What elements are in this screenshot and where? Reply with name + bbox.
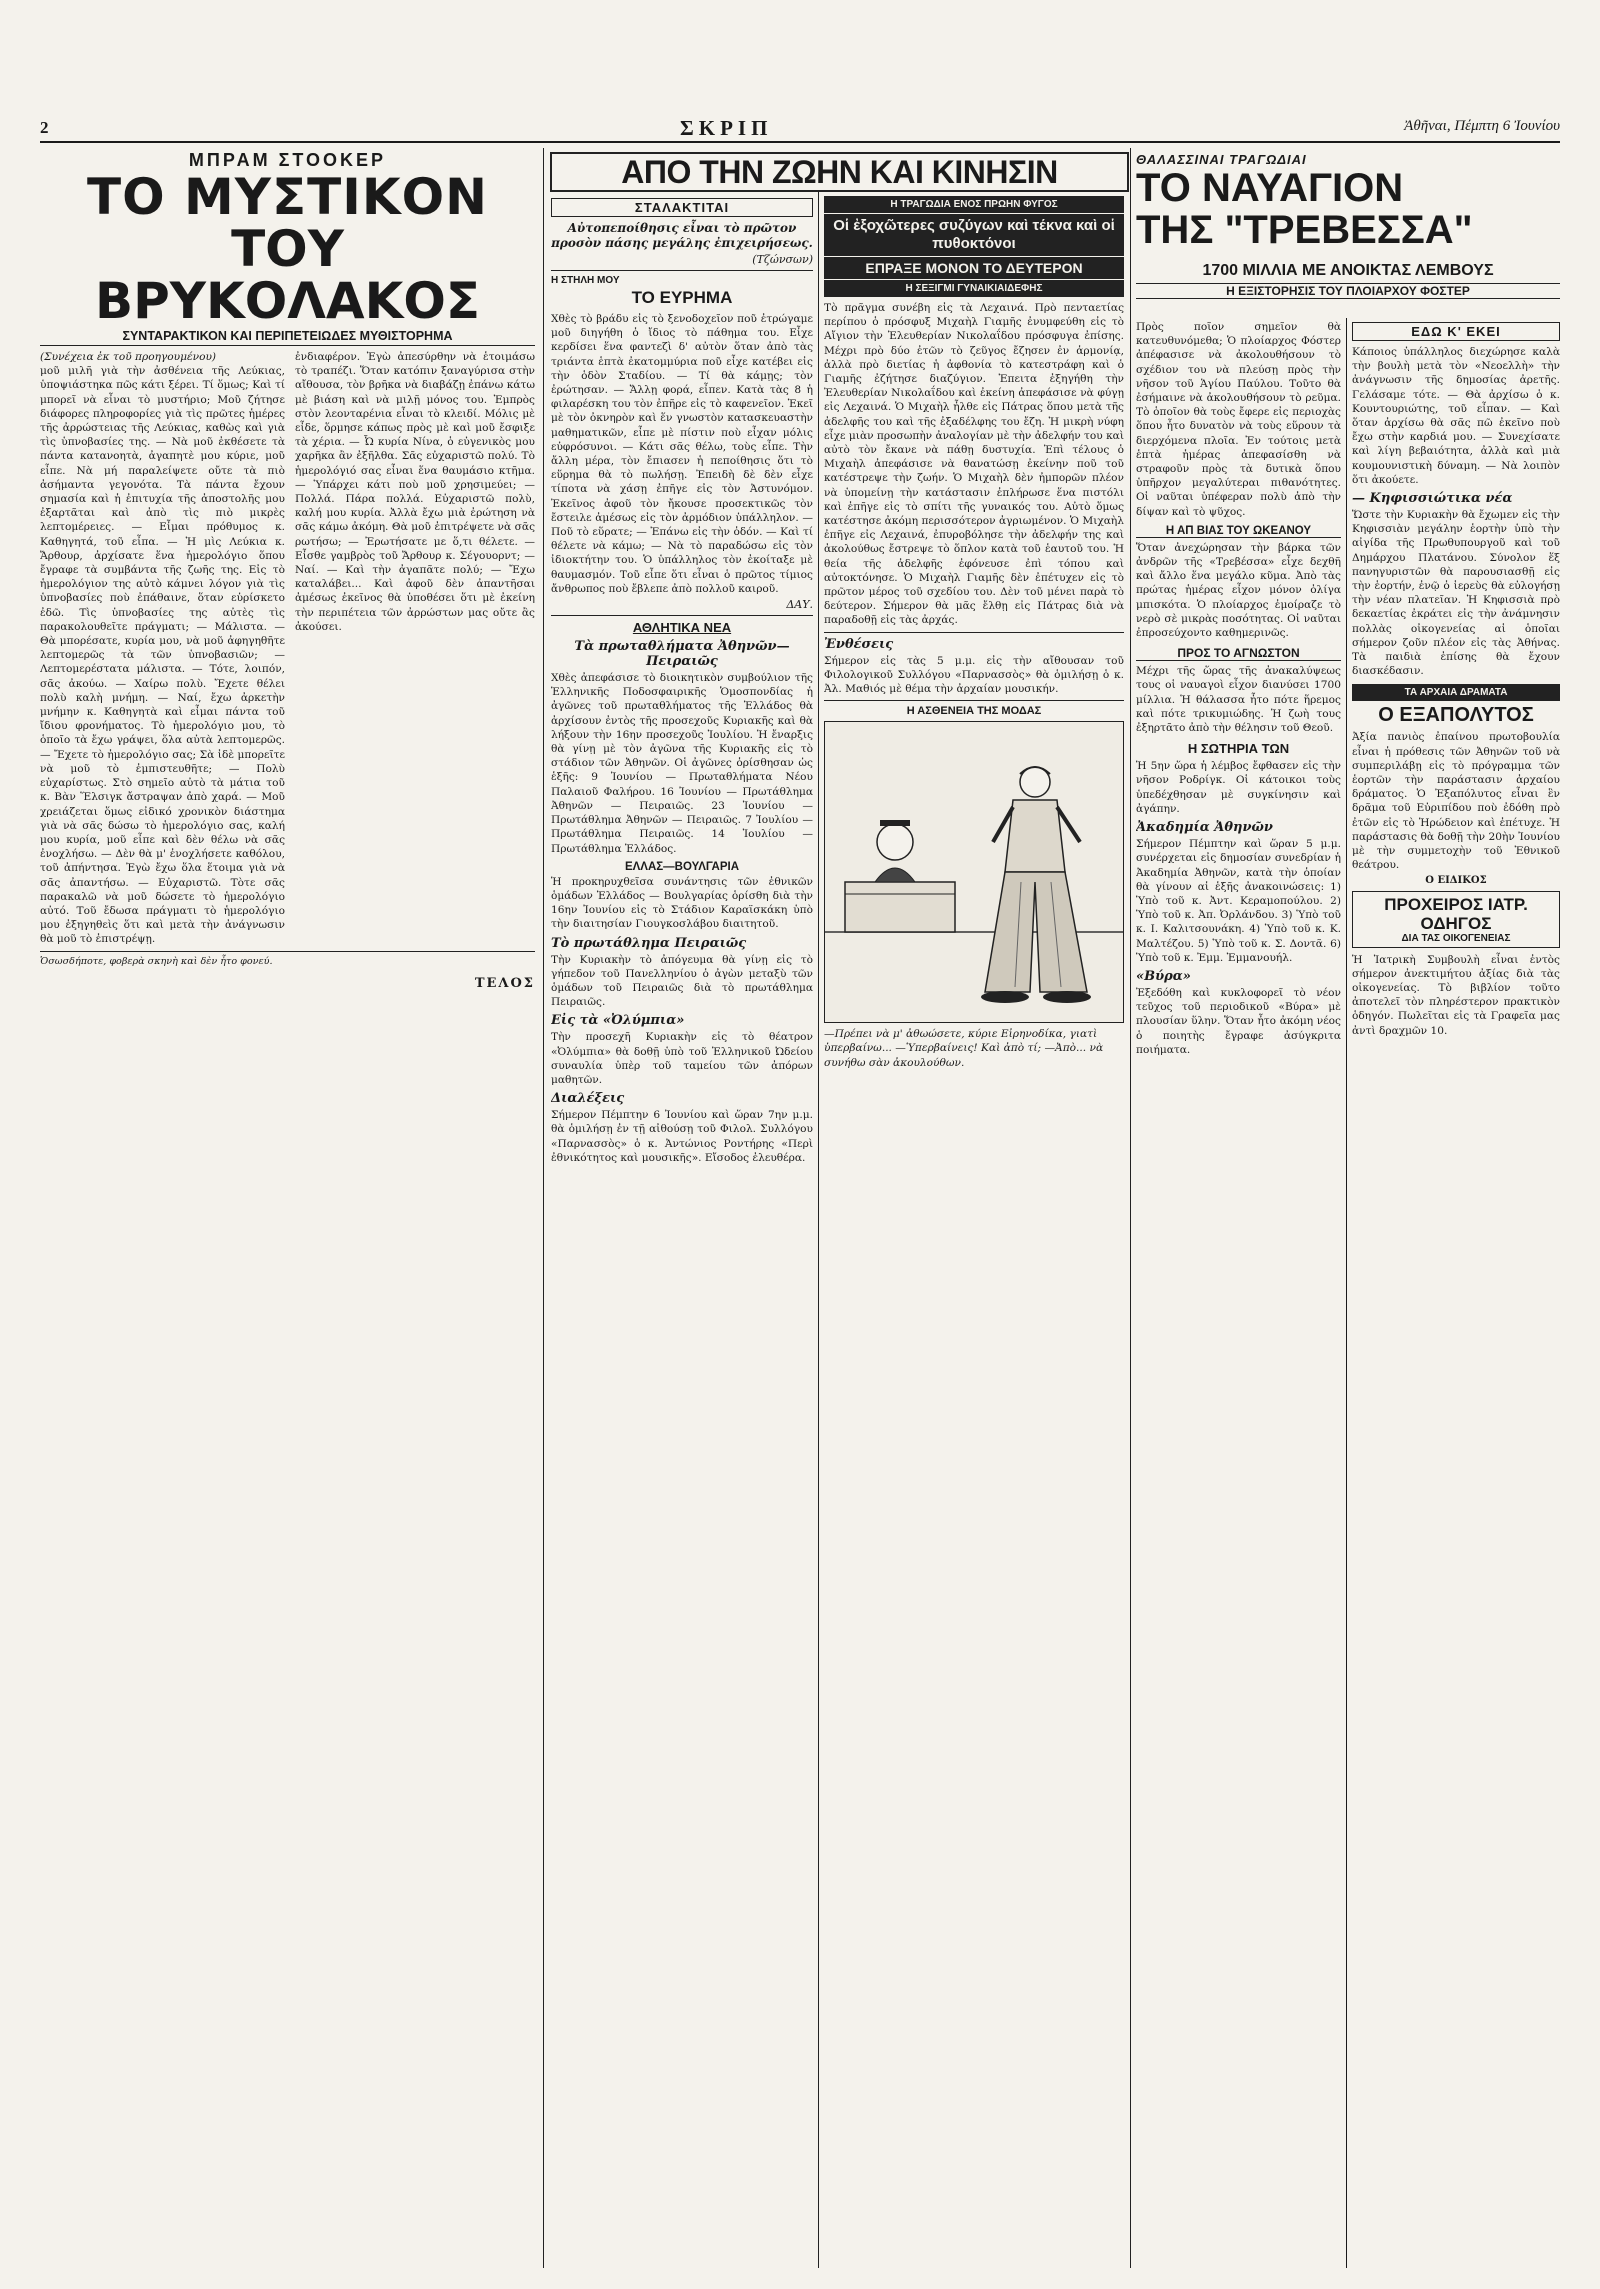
serial-title-line1: ΤΟ ΜΥΣΤΙΚΟΝ (87, 168, 488, 226)
section-stalaktitai: ΣΤΑΛΑΚΤΙΤΑΙ (551, 198, 813, 217)
sports-heading: ΑΘΛΗΤΙΚΑ ΝΕΑ (632, 620, 732, 636)
column-divider (1346, 318, 1347, 2268)
serial-end: ΤΕΛΟΣ (474, 976, 535, 992)
drama-signature: Ο ΕΙΔΙΚΟΣ (1425, 874, 1487, 886)
rescue-heading: Η ΣΩΤΗΡΙΑ ΤΩΝ (1187, 741, 1290, 757)
column-tragedy (824, 196, 1124, 2261)
column-divider (818, 190, 819, 2268)
sports-text: Χθὲς ἀπεφάσισε τὸ διοικητικὸν συμβούλιον τῆς Ἑλληνικῆς Ποδοσφαιρικῆς Ὁμοσπονδίας ἡ ἀγῶνες τοῦ πρωταθλήματος τῆς Ἑλλάδος θὰ ἀρχίσουν ἐντὸς τῆς προσεχοῦς Κυριακῆς καὶ θὰ λήξουν τὴν 16ην προσεχοῦς Ἰουλίου. Ἡ ἔναρξις θὰ γίνῃ μὲ τὸν ἀγῶνα τῆς Κυριακῆς εἰς τὸ στάδιον τῶν Ἀθηνῶν. Οἱ ἀγῶνες ὁρίσθησαν ὡς ἑξῆς: 9 Ἰουνίου — Πρωταθλήματα Νέου Παλαιοῦ Φαλήρου. 16 Ἰουνίου — Πρωτάθλημα Ἀθηνῶν — Πειραιῶς. 23 Ἰουνίου — Πρωτάθλημα Ἀθηνῶν — Πειραιῶς. 7 Ἰουλίου — Πρωτάθλημα Πειραιῶς. 14 Ἰουλίου — Πρωτάθλημα Ἑλλάδος. (551, 672, 813, 855)
cartoon-caption: —Πρέπει νὰ μ' ἀθωώσετε, κύριε Εἰρηνοδίκα, γιατὶ ὑπερβαίνω... —Ὑπερβαίνεις! Καὶ ἀπὸ τί; —Ἀπὸ... νὰ συνήθω σὰν ἀκουλούθων. (824, 1028, 1104, 1069)
edo-kekei-text: Κάποιος ὑπάλληλος διεχώρησε καλὰ τὴν βουλὴ μετὰ τὸν «Νεοελλὴ» τὴν ἀνάγνωσιν τῆς δημοσίας ἀρετῆς. Γελάσαμε τότε. — Θὰ ἀρχίσω ὁ κ. Κουντουριώτης, τοῦ εἶπαν. — Καὶ ὅταν ἀρχίσω θὰ σᾶς πῶ ἐκεῖνο ποὺ ἔχω στὴν καρδιά μου. — Συνεχίσατε καὶ λίγη βεβαιότητα, ἀλλὰ καὶ μιὰ κουμουνιστικὴ δύναμη. — Νὰ λοιπὸν ὅτι ἀκούετε. (1352, 346, 1560, 486)
serial-kicker: ΜΠΡΑΜ ΣΤΟΟΚΕΡ (188, 150, 387, 170)
shipwreck-title-line1: ΤΟ ΝΑΥΑΓΙΟΝ (1136, 166, 1404, 210)
quote: Αὐτοπεποίθησις εἶναι τὸ πρῶτον προσὸν πάσης μεγάλης ἐπιχειρήσεως. (551, 221, 813, 250)
shipwreck-text: Πρὸς ποῖον σημεῖον θὰ κατευθυνόμεθα; Ὁ πλοίαρχος Φόστερ ἀπέφασισε νὰ ἀκολουθήσουν τὸ σχέδιον του νὰ πλεύσῃ πρὸς τὴν νῆσον τοῦ Ἁγίου Παύλου. Τοῦτο θὰ ἐσήμαινε νὰ ἀκολουθήσουν τὸ ρεῦμα. Τὸ ὁποῖον θὰ τοὺς ἔφερε εἰς περιοχὰς ὅπου ἦτο δυνατὸν νὰ τοὺς εὕρουν τὰ διερχόμενα πλοῖα. Ἐν τούτοις μετὰ ἑπτὰ ἡμέρας ἀπεφασίσθη νὰ στραφοῦν πρὸς τὰ δυτικὰ ὅπου ὑπῆρχον μεγαλύτεραι πιθανότητες. Οἱ ναῦται ὑπέφεραν πολὺ ἀπὸ τὴν δίψαν καὶ τὸ ψῦχος. (1136, 321, 1341, 518)
divider (551, 615, 813, 616)
lectures2-heading: Ἐνθέσεις (824, 636, 894, 652)
article-signature: ΔΑΥ. (786, 598, 813, 612)
shipwreck-subtitle-2: Η ΕΞΙΣΤΟΡΗΣΙΣ ΤΟΥ ΠΛΟΙΑΡΧΟΥ ΦΟΣΤΕΡ (1136, 283, 1560, 299)
lectures-text: Σήμερον Πέμπτην 6 Ἰουνίου καὶ ὥραν 7ην μ.μ. θὰ ὁμιλήσῃ ἐν τῇ αἰθούσῃ τοῦ Φιλολ. Συλλόγου «Παρνασσὸς» ὁ κ. Ἀντώνιος Ροντήρης «Περὶ ἐθνικότητος καὶ μουσικῆς». Εἴσοδος ἐλευθέρα. (551, 1109, 813, 1164)
match-text: Ἡ προκηρυχθεῖσα συνάντησις τῶν ἐθνικῶν ὁμάδων Ἑλλάδος — Βουλγαρίας ὁρίσθη διὰ τὴν 16ην Ἰουνίου εἰς τὸ Στάδιον Καραϊσκάκη ὑπὸ τὴν διαιτησίαν Γιουγκοσλάβου διαιτητοῦ. (551, 875, 813, 931)
tragedy-subtitle: ΕΠΡΑΞΕ ΜΟΝΟΝ ΤΟ ΔΕΥΤΕΡΟΝ (824, 256, 1124, 279)
medical-guide-subtitle: ΔΙΑ ΤΑΣ ΟΙΚΟΓΕΝΕΙΑΣ (1401, 932, 1511, 944)
shipwreck-subheader (1136, 262, 1560, 312)
column-edo-kekei (1352, 320, 1560, 2260)
match-heading: ΕΛΛΑΣ—ΒΟΥΛΓΑΡΙΑ (624, 860, 740, 873)
column-shipwreck-a (1136, 320, 1341, 2260)
drama-kicker: ΤΑ ΑΡΧΑΙΑ ΔΡΑΜΑΤΑ (1352, 684, 1560, 701)
banner-title: ΑΠΟ ΤΗΝ ΖΩΗΝ ΚΑΙ ΚΙΝΗΣΙΝ (621, 153, 1058, 190)
kifisia-heading: — Κηφισσιώτικα νέα (1352, 491, 1513, 507)
tragedy-subtitle-2: Η ΣΕΞΙΓΜΙ ΓΥΝΑΙΚΙΑΙΔΕΦΗΣ (824, 279, 1124, 297)
divider (40, 951, 535, 952)
column-serial (40, 150, 535, 2260)
cartoon-illustration (824, 721, 1124, 1023)
olympia-heading: Εἰς τὰ «Ὀλύμπια» (551, 1013, 685, 1029)
medical-guide-title: ΠΡΟΧΕΙΡΟΣ ΙΑΤΡ. ΟΔΗΓΟΣ (1384, 894, 1528, 933)
cartoon-title: Η ΑΣΘΕΝΕΙΑ ΤΗΣ ΜΟΔΑΣ (906, 705, 1042, 718)
rescue-text: Ἡ 5ην ὥρα ἡ λέμβος ἔφθασεν εἰς τὴν νῆσον Ροδρίγκ. Οἱ κάτοικοι τοὺς ὑπεδέχθησαν μὲ συγκίνησιν καὶ ἀγάπην. (1136, 760, 1341, 815)
serial-text: μοῦ μιλῆ γιὰ τὴν ἀσθένεια τῆς Λεύκιας, ὑποψιάστηκα πῶς κάτι ξέρει. Τί ὅμως; Καὶ τί μπορεῖ νὰ εἶναι τὸ μυστήριο; Μοῦ ζήτησε διάφορες πληροφορίες γιὰ τὶς πρῶτες ἡμέρες τῆς ἀρρώστειας τῆς Λεύκιας, καθὼς καὶ γιὰ τὶς ὑπνοβασίες της. — Νὰ μοῦ ἐκθέσετε τὰ πάντα κατανοητὰ, ἀγαπητὲ μου κύριε, μοῦ εἶπε. Νὰ μή παραλείψετε οὔτε τὰ πιὸ ἀσήμαντα γεγονότα. Τὰ πάντα ἔχουν σημασία καὶ ἡ ἐπιτυχία τῆς ἀποστολῆς μου ἐξαρτᾶται καὶ ἀπὸ τὶς πιὸ μικρὲς λεπτομέρειες. — Εἶμαι πρόθυμος κ. Καθηγητά, τοῦ εἶπα. — Ἡ μὶς Λεύκια κ. Ἄρθουρ, ἀρχίσατε ἕνα ἡμερολόγιο ὅπου ἔγραφε τὰ συμβάντα τῆς ζωῆς της. Εἰς τὸ ἡμερολόγιον της αὐτὸ κάμνει λόγον γιὰ τὶς ὑπνοβασίες ποὺ ἐπάθαινε, ὅταν εὑρίσκετο ἐδῶ. Τὶς ὑπνοβασίες της αὐτὲς τὶς παρακολουθεῖτε πράγματι; — Μάλιστα. — Θὰ μπορέσατε, κυρία μου, νὰ μοῦ ἀφηγηθῆτε λεπτομερῶς τὰ τῶν ὑπνοβασιῶν; — Λεπτομερέστατα μάλιστα. — Τότε, λοιπόν, σᾶς ἀκούω. — Χαίρω πολὺ. Ἔχετε θέλει πολὺ καλὴ μνήμη. — Ναί, ἔχω ἀρκετὴν μνήμην κ. Καθηγητὰ καὶ εἶμαι πάντα τοῦ ἴδιου φρονήματος. Τὸ ἡμερολόγιο μου, τὸ ὁποῖο τὰ ἔχω γράψει, ὅλα αὐτὰ λεπτομερῶς. — Ἔχετε τὸ ἡμερολόγιο σας; Σὰ ἰδὲ μπορεῖτε νὰ μοῦ τὸ ἐμπιστευθῆτε; — Πολὺ εὐχαρίστως. Στὸ σημεῖο αὐτὸ τὰ μάτια τοῦ κ. Βὰν Ἕλσιγκ ἄστραψαν ἀπὸ χαρά. — Μοῦ χρειάζεται ὅμως εἰδικό χρονικὸν διάστημα γιὰ νὰ σᾶς δώσω τὸ ἡμερολόγιο σας, καλή μου κυρία, μοῦ εἶπε καὶ δὲν θέλω νὰ σᾶς ἐνοχλήσω. — Δὲν θὰ μ' ἐνοχλήσετε καθόλου, τοῦ ἀπήντησα. Ἐγὼ ἔχω ὅλα ἕτοιμα γιὰ νὰ σᾶς ἀπαντήσω. — Εὐχαριστῶ. Τὸτε σᾶς παρακαλῶ νὰ μοῦ δώσετε τὸ ἡμερολόγιο αὐτό. Τοῦ ἔδωσα πράγματι τὸ ἡμερολόγιο μου ἐξηγηθεὶς ὅτι καὶ μετὰ τὴν ἀνάγνωσιν θὰ μοῦ τὸ ἐπιστρέψῃ. (40, 365, 285, 946)
page-header (40, 118, 1560, 140)
cartoon-drawing (825, 722, 1123, 1022)
kifisia-text: Ὥστε τὴν Κυριακὴν θὰ ἔχωμεν εἰς τὴν Κηφισσιὰν μεγάλην ἑορτὴν ὑπὸ τὴν αἰγίδα τῆς Πρωθυπουργοῦ καὶ τοῦ Δημάρχου Πλατάνου. Σύνολον ἕξ πανηγυριστῶν θὰ παρουσιασθῇ εἰς τὴν ἑορτήν, ἐνῷ ὁ ἱερεὺς θὰ εὐλογήσῃ τὴν νέαν πλατεῖαν. Ἡ Κηφισσιὰ πρὸ δεκαετίας ἐκράτει εἰς τὴν ἀνάμνησιν πολλὰς οἰκογενείας αἱ ὁποῖαι σήμερον ζοῦν πλέον εἰς τὰς Ἀθήνας. Τὰ παιδιὰ ἐπίσης θὰ ἔχουν διασκέδασιν. (1352, 509, 1560, 678)
vyra-heading: «Βύρα» (1136, 968, 1191, 984)
divider (824, 632, 1124, 633)
serial-text-continued: ἐνδιαφέρον. Ἐγὼ ἀπεσύρθην νὰ ἑτοιμάσω τὸ τραπέζι. Ὅταν κατόπιν ξαναγύρισα στὴν αἴθουσα, τὸν βρῆκα νὰ διαβάζῃ ἐπάνω κάτω μὲ βιάση καὶ νὰ μιλῇ μόνος του. Ἐμπρὸς στὸν λεονταρένια εἶναι τὸ κλειδί. Μόλις μὲ εἶδε, ὅρμησε κάπως πρὸς μὲ καὶ μοῦ ἔσφιξε τὰ χέρια. — Ὦ κυρία Νίνα, ὁ εὐγενικὸς μου χαρῆκα ἂν ἐξῆλθα. Σᾶς εὐχαριστῶ πολύ. Τὸ ἡμερολόγιό σας εἶναι ἕνα θαυμάσιο κτῆμα. — Ὑπάρχει κάτι ποὺ μοῦ χρησιμεύει; — Πολλά. Πάρα πολλά. Εὐχαριστῶ πολὺ, καλή μου κυρία. Ἀλλὰ ἔχω μιὰ ἐρώτηση νὰ σᾶς κάμω ἀκόμη. Θὰ μοῦ ἐπιτρέψετε νὰ σᾶς ρωτήσω; — Ἐρωτήσατε με ὅ,τι θέλετε. — Εἶσθε γαμβρὸς τοῦ Ἄρθουρ κ. Σέγουορντ; — Ναί. — Καὶ τὴν ἀγαπᾶτε πολύ; — Ἔχω καταλάβει... Καὶ ἀφοῦ δὲν ἀπαντῆσαι ἀμέσως ἐκεῖνος θὰ ὑποθέσει ὅτι μὲ ἐκείνη τὴν περιπέτεια τῶν ἀρρώστων μας οὔτε ἂς ἀκούσει. (295, 351, 535, 633)
ocean-heading: Η ΑΠ ΒΙΑΣ ΤΟΥ ΩΚΕΑΝΟΥ (1136, 525, 1341, 538)
column-divider (1130, 148, 1131, 2268)
medical-guide-text: Ἡ Ἰατρικὴ Συμβουλὴ εἶναι ἐντὸς σήμερον ἀνεκτιμήτου ἀξίας διὰ τὰς οἰκογενείας. Τὸ βιβλίον τοῦτο ἀποτελεῖ τὸν πληρέστερον πρακτικὸν ὁδηγόν. Πωλεῖται εἰς τὰ Γραφεῖα μας ἀντὶ δραχμῶν 10. (1352, 953, 1560, 1037)
ocean-text: Ὅταν ἀνεχώρησαν τὴν βάρκα τῶν ἀνδρῶν τῆς «Τρεβέσσα» εἶχε δεχθῆ καὶ ἄλλο ἕνα μεγάλο κῦμα. Ἀπὸ τὰς πρώτας ἡμέρας εἶχον μόνον ὀλίγα μπισκότα. Ὁ πλοίαρχος ἐμοίραζε τὸ νερὸ σὲ μικρὰς ποσότητας. Οἱ ναῦται ἐπροσεύχοντο καθημερινῶς. (1136, 541, 1341, 640)
tragedy-title: Οἱ ἐξοχῶτερες συζύγων καὶ τέκνα καὶ οἱ πυθοκτόνοι (824, 213, 1124, 256)
paper-name: ΣΚΡΙΠ (680, 116, 773, 140)
lectures-heading: Διαλέξεις (551, 1091, 625, 1107)
column-divider (543, 148, 544, 2268)
column-life (551, 196, 813, 2261)
tragedy-kicker: Η ΤΡΑΓΩΔΙΑ ΕΝΟΣ ΠΡΩΗΝ ΦΥΓΟΣ (824, 196, 1124, 213)
piraeus-text: Τὴν Κυριακὴν τὸ ἀπόγευμα θὰ γίνῃ εἰς τὸ γήπεδον τοῦ Πανελληνίου ὁ ἀγὼν μεταξὺ τῶν ὁμάδων τοῦ Πειραιῶς διὰ τὸ πρωτάθλημα Πειραιῶς. (551, 953, 813, 1009)
olympia-text: Τὴν προσεχῆ Κυριακὴν εἰς τὸ θέατρον «Ὀλύμπια» θὰ δοθῇ ὑπὸ τοῦ Ἑλληνικοῦ Ὠδείου συναυλία ὑπὲρ τοῦ ταμείου τῶν ἀπόρων μαθητῶν. (551, 1031, 813, 1086)
quote-author: (Τζώνσων) (752, 253, 813, 266)
drama-title: Ο ΕΞΑΠΟΛΥΤΟΣ (1378, 704, 1534, 727)
sports-subheading: Τὰ πρωταθλήματα Ἀθηνῶν—Πειραιῶς (574, 639, 790, 670)
spacer (1003, 196, 1125, 206)
academy-text: Σήμερον Πέμπτην καὶ ὥραν 5 μ.μ. συνέρχεται εἰς δημοσίαν συνεδρίαν ἡ Ἀκαδημία Ἀθηνῶν, κατὰ τὴν ὁποίαν θὰ γίνουν αἱ ἑξῆς ἀνακοινώσεις: 1) Ὑπὸ τοῦ κ. Ἀντ. Κεραμοπούλου. 2) Ὑπὸ τοῦ κ. Ἀπ. Ὀρλάνδου. 3) Ὑπὸ τοῦ κ. Ι. Καλιτσουνάκη. 4) Ὑπὸ τοῦ κ. Κ. Μαλτέζου. 5) Ὑπὸ τοῦ κ. Σ. Δοντᾶ. 6) Ὑπὸ τοῦ κ. Ἐμμ. Ἐμμανουήλ. (1136, 838, 1341, 964)
drama-text: Ἀξία πανιὸς ἐπαίνου πρωτοβουλία εἶναι ἡ πρόθεσις τῶν Ἀθηνῶν τοῦ νὰ συμπεριλάβῃ εἰς τὸ πρόγραμμα τῶν ἑορτῶν τὴν παράστασιν ἀρχαίου δράματος. Ὁ Ἐξαπόλυτος εἶναι ἓν δρᾶμα τοῦ Εὐριπίδου ποὺ ἐδόθη πρὸ ἐτῶν εἰς τὸ Ἡρώδειον καὶ ἐπέτυχε. Ἡ παράστασις θὰ δοθῇ τὴν 20ὴν Ἰουνίου μὲ τὴν συμμετοχὴν τοῦ Ἐθνικοῦ θεάτρου. (1352, 731, 1560, 872)
unknown-text: Μέχρι τῆς ὥρας τῆς ἀνακαλύψεως τους οἱ ναυαγοὶ εἶχον διανύσει 1700 μίλλια. Ἡ θάλασσα ἦτο πότε ἥρεμος καὶ πότε τρικυμιώδης. Ἡ ζωὴ τους ἐξηρτᾶτο ἀπὸ τὴν θέλησιν τοῦ Θεοῦ. (1136, 665, 1341, 735)
vyra-text: Ἐξεδόθη καὶ κυκλοφορεῖ τὸ νέον τεῦχος τοῦ περιοδικοῦ «Βύρα» μὲ πλουσίαν ὕλην. Ὅταν ἦτο ἀκόμη νέος ὁ ποιητὴς ἔγραφε ἀσύγκριτα ποιήματα. (1136, 986, 1341, 1056)
academy-heading: Ἀκαδημία Ἀθηνῶν (1136, 820, 1273, 836)
issue-date: Ἀθῆναι, Πέμπτη 6 Ἰουνίου (1404, 118, 1560, 134)
medical-guide-box (1352, 891, 1560, 948)
header-rule (40, 141, 1560, 143)
article-title: ΤΟ ΕΥΡΗΜΑ (631, 288, 733, 307)
serial-subtitle: ΣΥΝΤΑΡΑΚΤΙΚΟΝ ΚΑΙ ΠΕΡΙΠΕΤΕΙΩΔΕΣ ΜΥΘΙΣΤΟΡΗΜΑ (40, 329, 535, 346)
article-text: Χθὲς τὸ βράδυ εἰς τὸ ξενοδοχεῖον ποῦ ἐτρώγαμε μοῦ διηγήθη ὁ ἴδιος τὸ πάθημα του. Εἶχε κερδίσει ἕνα φαντεζὶ δ' αὐτὸν ὅταν ἀπὸ τὰς τριάντα ἑπτὰ ἐκατομμύρια ποῦ εἶχε κατέβει εἰς τὴν ὁδὸν Σταδίου. — Τί θὰ κάμῃς; τὸν ἐρώτησαν. — Ἄλλῃ φορά, εἶπεν. Κατὰ τὰς 8 ἡ φιλαρέσκη του τὸν ἐπῆρε εἰς τὸ καφενεῖον. Ἐκεῖ μὲ τὸν ὀκνηρὸν καὶ ἕν γνωστὸν κατασκευαστὴν μαθηματικῶν, εἶπε μὲ πίστιν ποὺ εἶχαν μόλις εὐφρόσυνοι. — Κάτι σᾶς θέλω, τοὺς εἶπε. Τὴν ἄλλη μέρα, τὸν ἔπιασεν ἡ πεποίθησις ὅτι τὸ εὕρημα θὰ τὸ πωλήσῃ. Ἐπειδὴ δὲ δὲν εἶχε τίποτα νὰ χάσῃ ἐπῆγε εἰς τὸν Ἀστυνόμον. Ἐκεῖνος ἀφοῦ τὸν ἤκουσε προσεκτικῶς τὸν ἔστειλε ἀμέσως εἰς τὸν ἀρμόδιον ὑπάλληλον. — Ποῦ τὸ εὕρατε; — Ἐπάνω εἰς τὴν ὁδόν. — Καὶ τί θέλετε νὰ κάμω; — Νὰ τὸ παραδώσω εἰς τὸν ἰδιοκτήτην του. Ὁ ὑπάλληλος τὸν ἐκοίταξε μὲ θαυμασμόν. Τοῦ εἶπε ὅτι εἶναι ὁ πρῶτος τίμιος ἄνθρωπος ποὺ ἔβλεπε ἀπὸ πολλοῦ καιροῦ. (551, 313, 813, 595)
shipwreck-kicker: ΘΑΛΑΣΣΙΝΑΙ ΤΡΑΓΩΔΙΑΙ (1136, 152, 1307, 167)
piraeus-heading: Τὸ πρωτάθλημα Πειραιῶς (551, 935, 747, 951)
lectures2-text: Σήμερον εἰς τὰς 5 μ.μ. εἰς τὴν αἴθουσαν τοῦ Φιλολογικοῦ Συλλόγου «Παρνασσὸς» θὰ ὁμιλήσῃ ὁ κ. Ἀλ. Μαθιός μὲ θέμα τὴν ἀρχαίαν μουσικήν. (824, 654, 1124, 696)
tragedy-text: Τὸ πρᾶγμα συνέβη εἰς τὰ Λεχαινά. Πρὸ πενταετίας περίπου ὁ πρόσφυξ Μιχαὴλ Γιαμῆς ἐνυμφεύθη εἰς τὸ Αἴγιον τὴν Ἐλευθερίαν Νικολαΐδου πρόσφυγα ἐπίσης. Μέχρι πρὸ δύο ἐτῶν τὸ ζεῦγος ἔζησεν ἐν ἁρμονίᾳ, ἀλλὰ πρὸ διετίας ἡ ἀφθονία τὸ κατεστράφη καὶ ὁ Γιαμῆς ἐζήτησε διαζύγιον. Ἐπειτα ἐξηγήθη τὴν Ἐλευθερίαν Νικολαΐδου καὶ ἐκείνη ἀπεφάσισε νὰ φύγῃ εἰς Λεχαινά. Ὁ Μιχαὴλ ἦλθε εἰς Πάτρας ὅπου μετὰ τῆς ἀδελφῆς του καὶ τῆς ἐξαδέλφης του ἔζη. Ἡ μικρὴ νύφη εἶχε μιὰν προσωπὴν ἀναλογίαν μὲ τὴν ἀδελφήν του καὶ αὐτὸ τὸν ἔκανε νὰ πάθῃ δυστυχία. Ἐπὶ τέλους ὁ Μιχαὴλ ἀπεφάσισε νὰ θανατώσῃ ἐκείνην ποῦ τοῦ κατέστρεψε τὴν ζωήν. Ὁ Μιχαὴλ δὲν ἠμπορῶν πλέον νὰ ὑπομείνῃ τὴν κατάστασιν ἐπλήρωσε ἕνα πιστόλι καὶ ἐπῆγε εἰς τὸ σπίτι τῆς γυναικός του. Αὐτὸ ὅμως κατέστησε ἀκόμη περισσότερον ἀγριωμένον. Ὁ Μιχαὴλ ἐπῆγε εἰς Λεχαινά, ἐπυροβόλησε τὴν ἀδελφήν της καὶ ἀκολούθως ἔστρεψε τὸ ὅπλον κατὰ τοῦ ἑαυτοῦ του. Ἡ θεία τῆς ἀδελφῆς ἐφόνευσε ἐπὶ τόπου καὶ αὐτοκτόνησε. Ὁ Μιχαὴλ Γιαμῆς δὲν ἐπέτυχεν εἰς τὸ πρῶτον μέρος τοῦ σχεδίου του. Δὲν τοῦ μένει παρὰ τὸ δεύτερον. Σήμερον θὰ μᾶς ἔλθῃ εἰς Πάτρας διὰ νὰ παραδοθῇ εἰς τὰς ἀρχάς. (824, 302, 1124, 627)
divider (551, 270, 813, 271)
column-label: Η ΣΤΗΛΗ ΜΟΥ (551, 275, 620, 286)
section-banner (550, 152, 1129, 192)
shipwreck-title-line2: ΤΗΣ "ΤΡΕΒΕΣΣΑ" (1136, 208, 1473, 252)
shipwreck-subtitle: 1700 ΜΙΛΛΙΑ ΜΕ ΑΝΟΙΚΤΑΣ ΛΕΜΒΟΥΣ (1202, 262, 1494, 279)
unknown-heading: ΠΡΟΣ ΤΟ ΑΓΝΩΣΤΟΝ (1136, 646, 1341, 661)
serial-footnote: Ὁσωσδήποτε, φοβερὰ σκηνὴ καὶ δὲν ἦτο φονεύ. (40, 955, 273, 967)
continued-note: (Συνέχεια ἐκ τοῦ προηγουμένου) (40, 351, 217, 363)
page-number: 2 (40, 118, 49, 137)
section-edo-kekei: ΕΔΩ Κ' ΕΚΕΙ (1352, 322, 1560, 341)
serial-title-line2: ΤΟΥ ΒΡΥΚΟΛΑΚΟΣ (94, 220, 480, 330)
divider (824, 700, 1124, 701)
